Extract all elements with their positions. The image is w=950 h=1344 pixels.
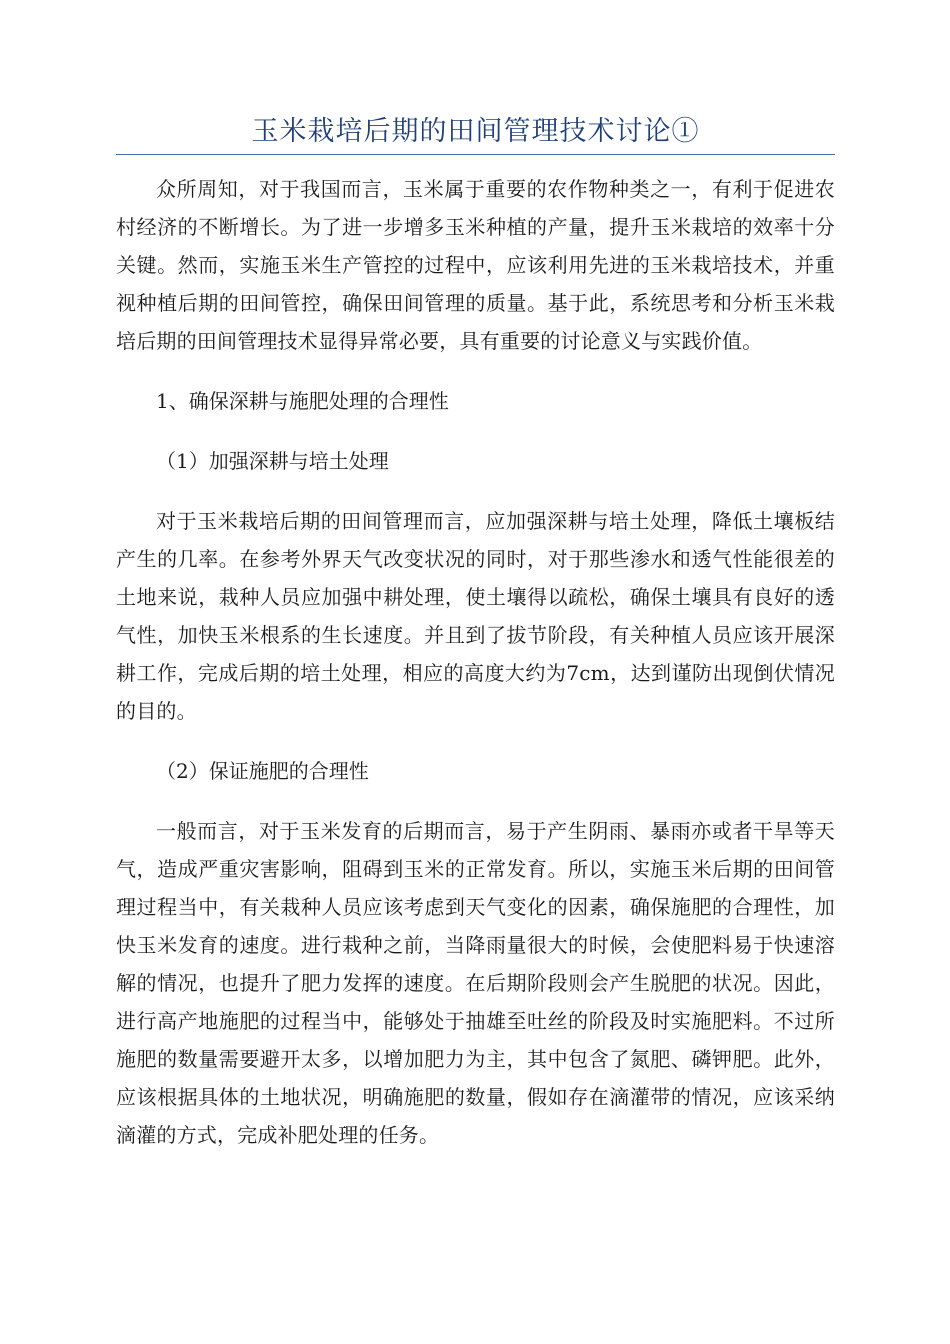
document-body [116, 170, 835, 1154]
subsection-2-heading: （2）保证施肥的合理性 [156, 759, 369, 783]
paragraph-spacer [116, 730, 835, 752]
intro-paragraph: 众所周知，对于我国而言，玉米属于重要的农作物种类之一，有利于促进农村经济的不断增长。为了进一步增多玉米种植的产量，提升玉米栽培的效率十分关键。然而，实施玉米生产管控的过程中，应该利用先进的玉米栽培技术，并重视种植后期的田间管控，确保田间管理的质量。基于此，系统思考和分析玉米栽培后期的田间管理技术显得异常必要，具有重要的讨论意义与实践价值。 [116, 177, 835, 353]
paragraph-spacer [116, 360, 835, 382]
subsection-2-paragraph: 一般而言，对于玉米发育的后期而言，易于产生阴雨、暴雨亦或者干旱等天气，造成严重灾害影响，阻碍到玉米的正常发育。所以，实施玉米后期的田间管理过程当中，有关栽种人员应该考虑到天气变化的因素，确保施肥的合理性，加快玉米发育的速度。进行栽种之前，当降雨量很大的时候，会使肥料易于快速溶解的情况，也提升了肥力发挥的速度。在后期阶段则会产生脱肥的状况。因此，进行高产地施肥的过程当中，能够处于抽雄至吐丝的阶段及时实施肥料。不过所施肥的数量需要避开太多，以增加肥力为主，其中包含了氮肥、磷钾肥。此外，应该根据具体的土地状况，明确施肥的数量，假如存在滴灌带的情况，应该采纳滴灌的方式，完成补肥处理的任务。 [116, 819, 835, 1147]
paragraph-spacer [116, 790, 835, 812]
title-underline [116, 154, 835, 155]
paragraph-spacer [116, 480, 835, 502]
subsection-1-paragraph: 对于玉米栽培后期的田间管理而言，应加强深耕与培土处理，降低土壤板结产生的几率。在参考外界天气改变状况的同时，对于那些渗水和透气性能很差的土地来说，栽种人员应加强中耕处理，使土壤得以疏松，确保土壤具有良好的透气性，加快玉米根系的生长速度。并且到了拔节阶段，有关种植人员应该开展深耕工作，完成后期的培土处理，相应的高度大约为7cm，达到谨防出现倒伏情况的目的。 [116, 509, 835, 723]
subsection-1-heading: （1）加强深耕与培土处理 [156, 449, 389, 473]
paragraph-spacer [116, 420, 835, 442]
document-title: 玉米栽培后期的田间管理技术讨论① [251, 116, 700, 147]
section-1-heading: 1、确保深耕与施肥处理的合理性 [156, 389, 449, 413]
